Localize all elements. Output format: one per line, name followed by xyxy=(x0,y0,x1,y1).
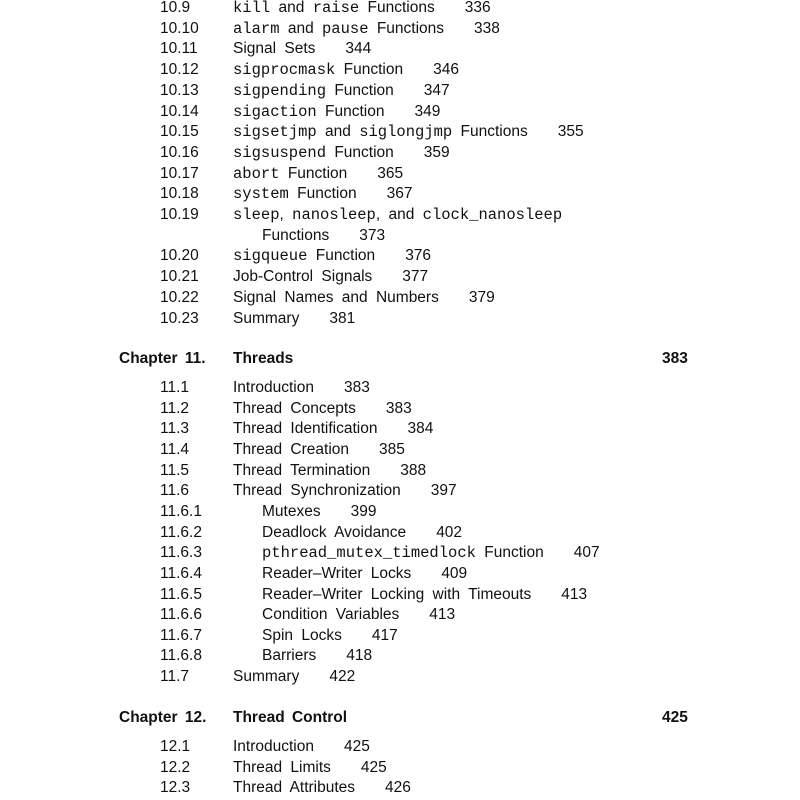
page-number: 397 xyxy=(430,482,457,500)
page-number: 425 xyxy=(360,758,387,776)
title-text: Condition Variables xyxy=(262,606,400,624)
chapter-label: Chapter 11. xyxy=(119,350,206,367)
page-number: 384 xyxy=(407,420,434,438)
chapter-title: Thread Control xyxy=(233,709,348,726)
title-text: Reader–Writer Locks xyxy=(262,564,412,582)
section-number: 11.6.6 xyxy=(160,606,202,624)
chapter-title: Threads xyxy=(233,350,294,367)
section-number: 12.2 xyxy=(160,758,191,776)
section-title xyxy=(233,205,562,225)
section-title xyxy=(233,60,459,80)
section-title xyxy=(233,0,491,18)
section-title xyxy=(233,39,371,59)
section-number: 11.6.2 xyxy=(160,523,202,541)
section-title xyxy=(233,122,584,142)
title-text: Thread Limits xyxy=(233,758,331,776)
section-number: 10.17 xyxy=(160,164,199,182)
section-title xyxy=(233,246,431,266)
code-term: kill xyxy=(233,0,271,17)
title-text: Barriers xyxy=(262,647,317,665)
section-number: 11.6 xyxy=(160,482,190,500)
section-number: 10.16 xyxy=(160,143,199,161)
section-number: 11.6.1 xyxy=(160,502,202,520)
chapter-label: Chapter 12. xyxy=(119,709,207,726)
page-number: 344 xyxy=(345,40,372,58)
title-text: Function xyxy=(335,61,404,79)
page-number: 347 xyxy=(423,81,450,99)
page-number: 422 xyxy=(329,668,356,686)
section-title xyxy=(233,288,495,308)
title-text: Function xyxy=(288,185,357,203)
page-number: 367 xyxy=(386,185,413,203)
page-number: 346 xyxy=(433,61,459,79)
page-number: 399 xyxy=(350,502,377,520)
section-number: 10.13 xyxy=(160,81,199,99)
title-text: and xyxy=(270,0,313,16)
code-term: sleep xyxy=(233,206,280,224)
section-number: 10.9 xyxy=(160,0,191,16)
title-text: , xyxy=(279,206,293,223)
section-number: 10.12 xyxy=(160,61,199,79)
title-text: Thread Identification xyxy=(233,420,378,438)
chapter-page-number: 383 xyxy=(662,350,688,367)
section-title xyxy=(262,502,376,522)
section-title xyxy=(262,523,462,543)
chapter-page-number: 425 xyxy=(662,709,688,726)
title-text: Thread Synchronization xyxy=(233,482,401,500)
page-number: 376 xyxy=(405,247,432,265)
section-number: 10.21 xyxy=(160,268,199,286)
title-text: Signal Names and Numbers xyxy=(233,288,439,306)
section-title xyxy=(233,440,405,460)
title-text: Functions xyxy=(452,123,528,141)
page-number: 388 xyxy=(400,461,427,479)
page-number: 373 xyxy=(359,226,386,244)
section-number: 11.6.5 xyxy=(160,585,202,603)
title-text: Thread Creation xyxy=(233,440,350,458)
page-number: 407 xyxy=(573,544,600,562)
section-title xyxy=(233,399,412,419)
section-title xyxy=(233,267,428,287)
code-term: siglongjmp xyxy=(359,123,453,142)
title-text: Function xyxy=(316,102,385,120)
title-text: Introduction xyxy=(233,379,314,396)
section-title xyxy=(233,461,426,481)
code-term: alarm xyxy=(233,19,280,38)
code-term: pause xyxy=(322,19,369,38)
title-text: Function xyxy=(326,143,394,161)
section-title xyxy=(262,585,587,605)
title-text: Functions xyxy=(262,226,330,244)
code-term: system xyxy=(233,185,289,204)
section-title xyxy=(233,419,433,439)
title-text: and xyxy=(316,123,360,141)
section-title xyxy=(233,309,355,329)
code-term: nanosleep xyxy=(292,206,376,224)
title-text: Functions xyxy=(368,19,445,37)
section-title xyxy=(262,626,398,646)
section-number: 12.1 xyxy=(160,738,191,755)
section-number: 11.3 xyxy=(160,420,190,438)
page-number: 355 xyxy=(557,123,584,141)
title-text: Summary xyxy=(233,668,300,686)
code-term: raise xyxy=(312,0,360,17)
title-text: Summary xyxy=(233,309,300,327)
page-number: 365 xyxy=(377,164,404,182)
section-number: 11.7 xyxy=(160,668,190,686)
page-number: 402 xyxy=(436,523,463,541)
section-title xyxy=(233,378,370,398)
section-title xyxy=(233,143,450,163)
section-number: 11.4 xyxy=(160,440,190,458)
title-text: Signal Sets xyxy=(233,40,316,58)
section-number: 11.6.8 xyxy=(160,647,202,665)
section-number: 12.3 xyxy=(160,779,191,796)
section-title xyxy=(233,758,387,778)
title-text: Function xyxy=(326,81,394,99)
title-text: Job-Control Signals xyxy=(233,268,373,286)
section-title xyxy=(233,667,355,687)
section-number: 10.15 xyxy=(160,123,199,141)
title-text: Function xyxy=(307,247,376,265)
section-number: 11.1 xyxy=(160,379,190,396)
page-number: 377 xyxy=(402,268,429,286)
section-number: 11.5 xyxy=(160,461,190,479)
section-number: 11.2 xyxy=(160,399,190,417)
section-number: 10.10 xyxy=(160,19,199,37)
code-term: sigaction xyxy=(233,102,317,121)
code-term: sigprocmask xyxy=(233,61,336,80)
section-number: 11.6.4 xyxy=(160,564,202,582)
page-number: 417 xyxy=(371,626,398,644)
section-title xyxy=(233,19,500,39)
title-text: Mutexes xyxy=(262,502,321,520)
section-title xyxy=(262,605,455,625)
page-number: 413 xyxy=(561,585,588,603)
section-title xyxy=(233,164,403,184)
section-title xyxy=(233,184,412,204)
page-number: 359 xyxy=(423,143,450,161)
page-number: 425 xyxy=(344,738,370,755)
page-number: 379 xyxy=(468,288,495,306)
section-number: 11.6.3 xyxy=(160,544,202,562)
section-number: 10.18 xyxy=(160,185,199,203)
title-text: Functions xyxy=(359,0,435,16)
section-number: 10.23 xyxy=(160,309,199,327)
page-number: 383 xyxy=(344,379,370,396)
page-number: 338 xyxy=(474,19,500,37)
title-text: Function xyxy=(279,164,348,182)
title-text: Function xyxy=(475,544,544,562)
section-title xyxy=(233,737,370,757)
code-term: abort xyxy=(233,164,280,183)
title-text: Reader–Writer Locking with Timeouts xyxy=(262,585,532,603)
title-text: Spin Locks xyxy=(262,626,342,644)
code-term: sigpending xyxy=(233,81,327,100)
page-number: 381 xyxy=(329,309,356,327)
page-number: 385 xyxy=(379,440,405,458)
section-title xyxy=(233,778,411,798)
code-term: sigsetjmp xyxy=(233,123,317,142)
section-number: 10.11 xyxy=(160,40,198,58)
section-title xyxy=(262,226,385,246)
section-title xyxy=(262,564,467,584)
title-text: , and xyxy=(375,206,423,223)
section-number: 10.19 xyxy=(160,206,199,223)
page-number: 409 xyxy=(441,564,468,582)
title-text: Deadlock Avoidance xyxy=(262,523,407,541)
section-title xyxy=(233,81,450,101)
section-title xyxy=(262,646,372,666)
page-number: 426 xyxy=(385,779,411,796)
section-title xyxy=(233,481,457,501)
page-number: 336 xyxy=(464,0,491,16)
section-number: 10.14 xyxy=(160,102,199,120)
page-number: 349 xyxy=(414,102,441,120)
code-term: clock_nanosleep xyxy=(422,206,563,224)
page-number: 383 xyxy=(385,399,412,417)
title-text: Introduction xyxy=(233,738,314,755)
code-term: sigqueue xyxy=(233,247,308,266)
section-title xyxy=(233,102,440,122)
section-number: 11.6.7 xyxy=(160,626,202,644)
title-text: and xyxy=(279,19,322,37)
title-text: Thread Termination xyxy=(233,461,371,479)
section-title xyxy=(262,543,600,563)
page-number: 413 xyxy=(429,606,456,624)
title-text: Thread Concepts xyxy=(233,399,356,417)
code-term: pthread_mutex_timedlock xyxy=(262,544,476,563)
title-text: Thread Attributes xyxy=(233,779,356,796)
section-number: 10.20 xyxy=(160,247,199,265)
code-term: sigsuspend xyxy=(233,143,327,162)
section-number: 10.22 xyxy=(160,288,199,306)
page-number: 418 xyxy=(346,647,373,665)
